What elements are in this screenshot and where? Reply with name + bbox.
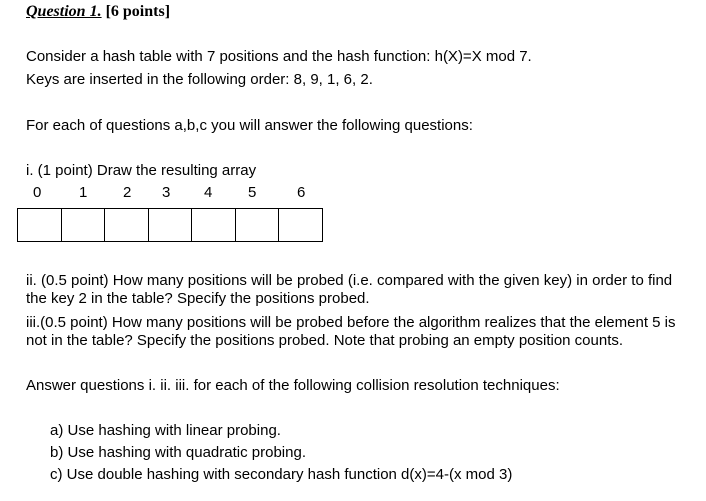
- array-index-0: 0: [33, 184, 42, 201]
- array-index-5: 5: [248, 184, 257, 201]
- array-cell-3: [149, 209, 193, 241]
- option-a: a) Use hashing with linear probing.: [50, 422, 281, 439]
- array-cell-4: [192, 209, 236, 241]
- array-index-1: 1: [79, 184, 88, 201]
- option-c: c) Use double hashing with secondary hash function d(x)=4-(x mod 3): [50, 466, 513, 483]
- array-cell-5: [236, 209, 280, 241]
- array-index-2: 2: [123, 184, 132, 201]
- option-b: b) Use hashing with quadratic probing.: [50, 444, 306, 461]
- array-cell-0: [18, 209, 62, 241]
- part-i-text: i. (1 point) Draw the resulting array: [26, 162, 257, 179]
- part-iii-text: iii.(0.5 point) How many positions will be probed before the algorithm realizes that the element 5 is not in the table? Specify the positions probed. Note that probing an empty position counts.: [26, 314, 676, 349]
- instructions: For each of questions a,b,c you will answer the following questions:: [26, 117, 473, 134]
- array-cell-6: [279, 209, 322, 241]
- question-heading: [26, 3, 170, 21]
- answer-prompt: Answer questions i. ii. iii. for each of the following collision resolution techniques:: [26, 377, 560, 394]
- array-cell-2: [105, 209, 149, 241]
- array-index-3: 3: [162, 184, 171, 201]
- array-cell-1: [62, 209, 106, 241]
- intro-line-1: Consider a hash table with 7 positions and the hash function: h(X)=X mod 7.: [26, 48, 532, 65]
- part-ii-text: ii. (0.5 point) How many positions will be probed (i.e. compared with the given key) in order to find the key 2 in the table? Specify the positions probed.: [26, 272, 673, 307]
- intro-line-2: Keys are inserted in the following order: 8, 9, 1, 6, 2.: [26, 71, 373, 88]
- question-number: Question 1.: [26, 3, 102, 20]
- array-index-4: 4: [204, 184, 213, 201]
- array-index-6: 6: [297, 184, 306, 201]
- hash-table-array: [17, 208, 323, 242]
- question-points: [6 points]: [105, 3, 171, 20]
